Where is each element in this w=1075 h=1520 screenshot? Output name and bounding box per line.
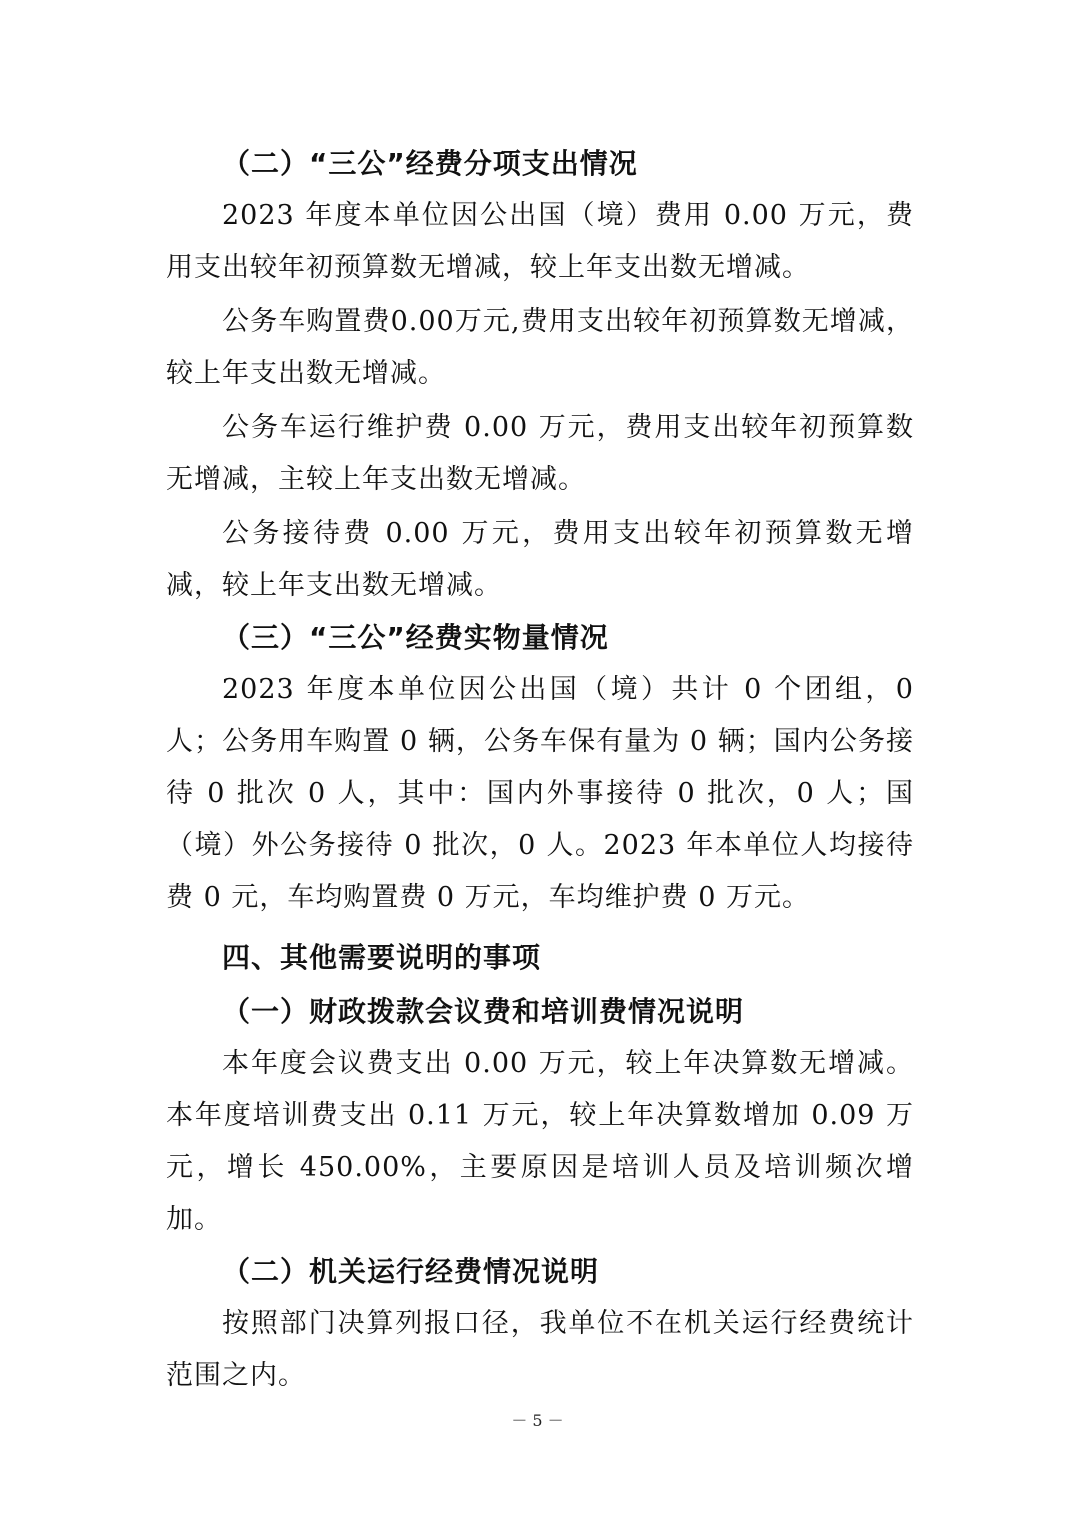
section-heading-meeting-training: （一）财政拨款会议费和培训费情况说明 (222, 995, 745, 1028)
paragraph-meeting-training-expense: 本年度会议费支出 0.00 万元，较上年决算数无增减。本年度培训费支出 0.11 万元，较上年决算数增加 0.09 万元，增长 450.00%，主要原因是培训人员及培训频次增加。 (166, 1048, 914, 1235)
section-heading-agency-operating: （二）机关运行经费情况说明 (222, 1255, 600, 1288)
paragraph-vehicle-maintenance-expense: 公务车运行维护费 0.00 万元，费用支出较年初预算数无增减，主较上年支出数无增减。 (166, 412, 914, 495)
document-body (166, 138, 914, 1402)
section-heading-three-public-physical: （三）“三公”经费实物量情况 (222, 621, 609, 654)
paragraph-agency-operating-expense: 按照部门决算列报口径，我单位不在机关运行经费统计范围之内。 (166, 1308, 914, 1391)
page-number: － 5 － (511, 1411, 564, 1430)
section-heading-three-public-itemized: （二）“三公”经费分项支出情况 (222, 147, 638, 180)
paragraph-reception-expense: 公务接待费 0.00 万元，费用支出较年初预算数无增减，较上年支出数无增减。 (166, 518, 914, 601)
paragraph-physical-quantity: 2023 年度本单位因公出国（境）共计 0 个团组，0 人；公务用车购置 0 辆，公务车保有量为 0 辆；国内公务接待 0 批次 0 人，其中：国内外事接待 0 批次，0 人；国（境）外公务接待 0 批次，0 人。2023 年本单位人均接待费 0 元，车均购置费 0 万元，车均维护费 0 万元。 (166, 674, 914, 913)
paragraph-vehicle-purchase-expense: 公务车购置费0.00万元,费用支出较年初预算数无增减，较上年支出数无增减。 (166, 306, 914, 389)
paragraph-overseas-travel-expense: 2023 年度本单位因公出国（境）费用 0.00 万元，费用支出较年初预算数无增减，较上年支出数无增减。 (166, 200, 914, 283)
section-heading-other-matters: 四、其他需要说明的事项 (222, 941, 542, 974)
